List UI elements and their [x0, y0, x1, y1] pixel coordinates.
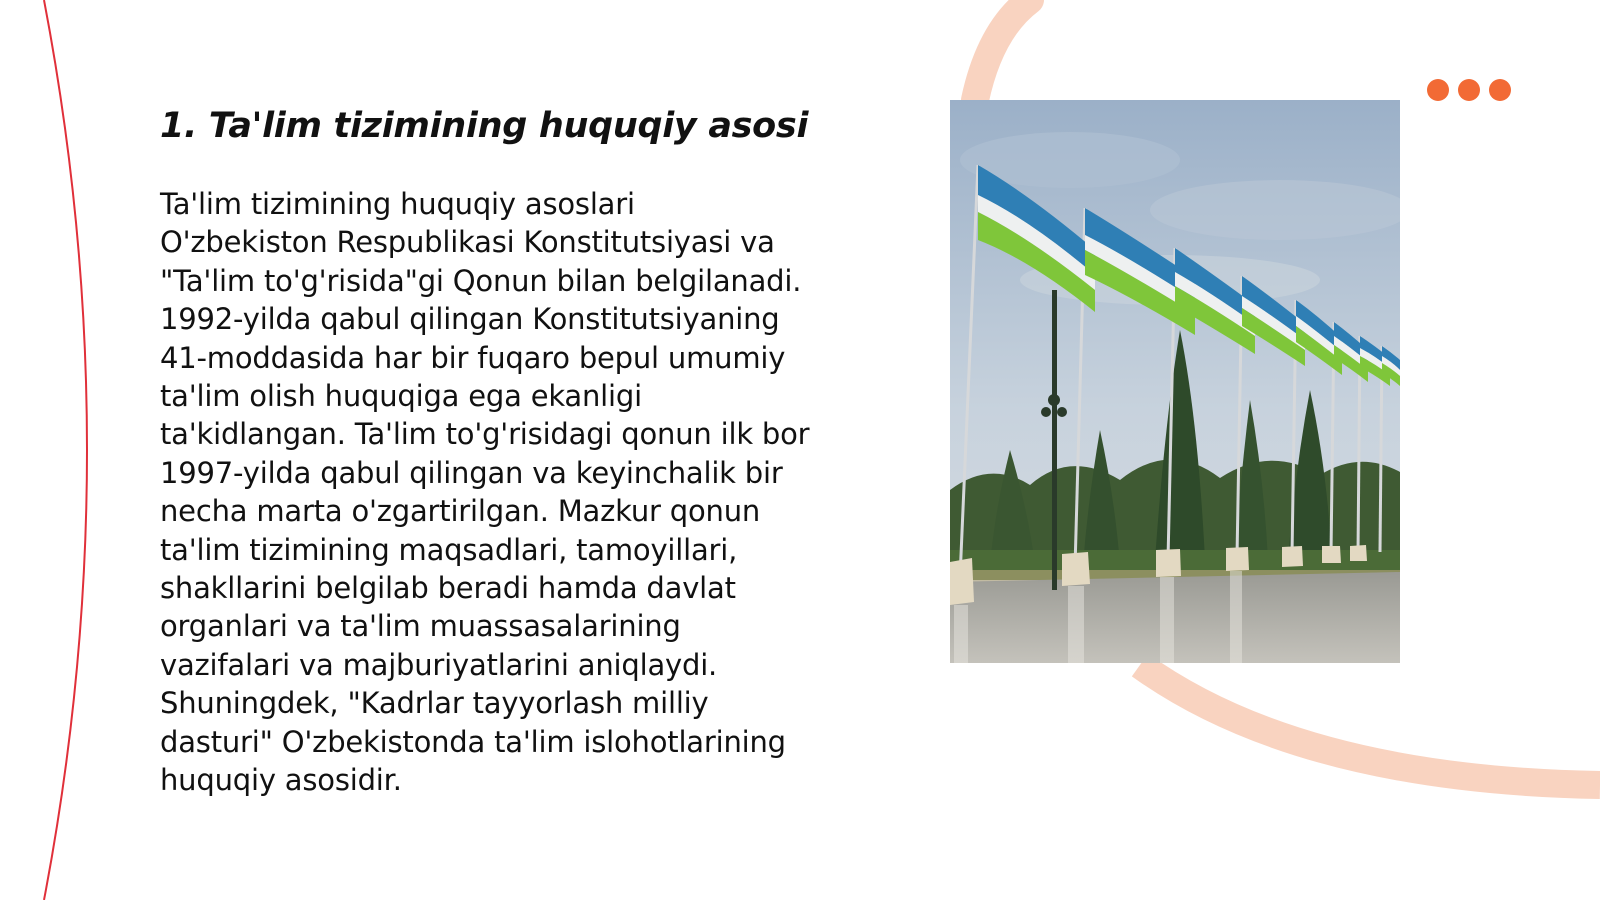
dot-icon [1458, 79, 1480, 101]
left-red-curve [44, 0, 87, 900]
peach-arc-top [975, 0, 1030, 100]
decorative-dots [1427, 79, 1511, 101]
dot-icon [1427, 79, 1449, 101]
slide-title: 1. Ta'lim tizimining huquqiy asosi [160, 106, 809, 146]
slide-body-text: Ta'lim tizimining huquqiy asoslari O'zbekiston Respublikasi Konstitutsiyasi va "Ta'lim to'g'risida"gi Qonun bilan belgilanadi. 1992-yilda qabul qilingan Konstitutsiyaning 41-moddasida har bir fuqaro bepul umumiy ta'lim olish huquqiga ega ekanligi ta'kidlangan. Ta'lim to'g'risidagi qonun ilk bor 1997-yilda qabul qilingan va keyinchalik bir necha marta o'zgartirilgan. Mazkur qonun ta'lim tizimining maqsadlari, tamoyillari, shakllarini belgilab beradi hamda davlat organlari va ta'lim muassasalarining vazifalari va majburiyatlarini aniqlaydi. Shuningdek, "Kadrlar tayyorlash milliy dasturi" O'zbekistonda ta'lim islohotlarining huquqiy asosidir. [160, 187, 810, 798]
flags-photo [950, 100, 1400, 663]
peach-arc-bottom [1140, 665, 1600, 785]
dot-icon [1489, 79, 1511, 101]
